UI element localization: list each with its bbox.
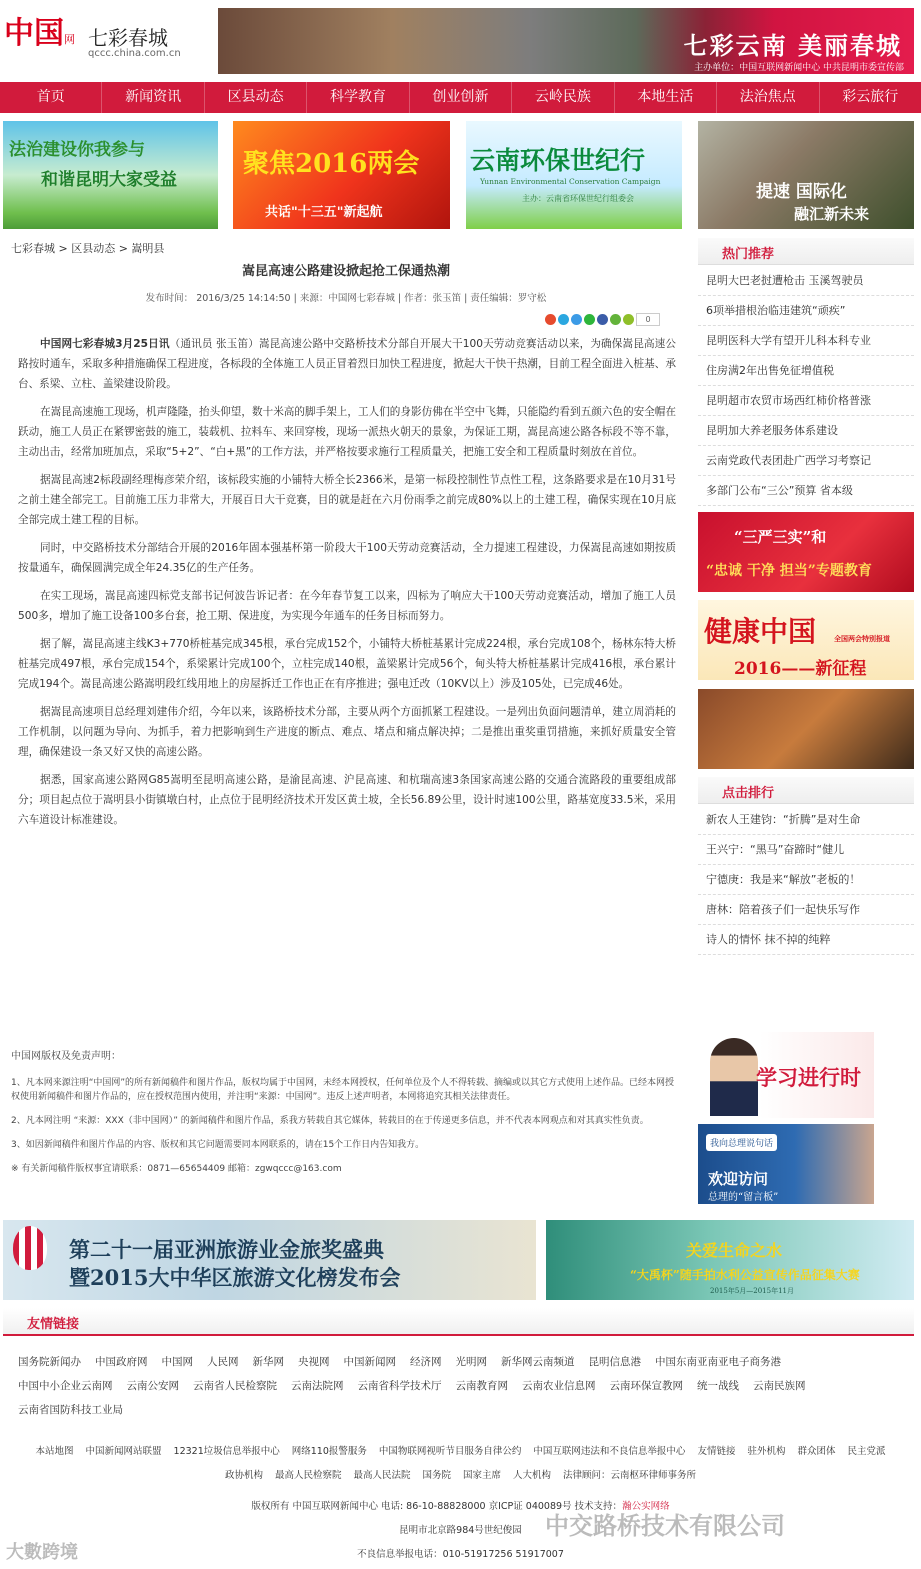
list-item[interactable]: 新农人王建钧：“折腾”是对生命 [698, 805, 914, 835]
article-paragraph: 在实工现场，嵩昆高速四标党支部书记何波告诉记者：在今年春节复工以来，四标为了响应大干100天劳动竞赛活动，增加了施工人员500多，增加了施工设备100多台套，抢工期、保进度，为实现今年通车的任务目标而努力。 [18, 590, 676, 622]
friend-link[interactable]: 新华网 [252, 1356, 284, 1368]
ad4-line1: 提速 国际化 [756, 182, 847, 202]
disclaimer-title: 中国网版权及免责声明： [11, 1051, 121, 1062]
article-paragraph: 在嵩昆高速施工现场，机声隆隆，抬头仰望，数十米高的脚手架上，工人们的身影仿佛在半空中飞舞，只能隐约看到五颜六色的安全帽在跃动，施工人员正在紧锣密鼓的施工，装载机、拉料车、来回穿梭，现场一派热火朝天的景象，为保证工期，嵩昆高速公路各标段不等不靠，主动出击，经常加班加点，采取“5+2”、“白+黑”的工作方法，并严格按要求施行工程质量关，把施工安全和工程质量时刻放在首位。 [18, 406, 676, 458]
friend-links [18, 1350, 898, 1422]
list-item[interactable]: 唐林：陪着孩子们一起快乐写作 [698, 895, 914, 925]
nav-item-startup[interactable]: 创业创新 [410, 82, 512, 113]
footer-links [0, 1440, 921, 1488]
premier-message-line2: 总理的“留言板” [708, 1192, 779, 1203]
site-name[interactable]: 七彩春城 [88, 26, 168, 50]
footer-link[interactable]: 中国互联网违法和不良信息举报中心 [533, 1446, 686, 1457]
copyright-disclaimer [11, 1050, 683, 1186]
friend-links-title: 友情链接 [27, 1317, 80, 1332]
nav-item-science[interactable]: 科学教育 [307, 82, 409, 113]
premier-message-tag: 我向总理说句话 [706, 1134, 777, 1151]
nav-item-travel[interactable]: 彩云旅行 [842, 89, 899, 105]
premier-message-banner[interactable] [698, 1124, 874, 1204]
footer-link[interactable]: 12321垃圾信息举报中心 [173, 1446, 280, 1457]
ad-banner-environment[interactable] [466, 121, 682, 229]
share-qzone-icon[interactable] [571, 314, 582, 325]
nav-item-ethnic[interactable]: 云岭民族 [512, 82, 614, 113]
friend-link[interactable]: 央视网 [298, 1356, 330, 1368]
footer-link[interactable]: 人大机构 [513, 1470, 552, 1481]
friend-link[interactable]: 昆明信息港 [588, 1356, 641, 1368]
ad4-line2: 融汇新未来 [794, 205, 870, 223]
friend-link[interactable]: 中国网 [161, 1356, 193, 1368]
footer-link[interactable]: 中国物联网视听节目服务自律公约 [378, 1446, 522, 1457]
article-paragraph: 据嵩昆高速2标段副经理梅彦荣介绍，该标段实施的小铺特大桥全长2366米，是第一标段控制性节点性工程，这条路要求是在10月31号之前土建全部完工。目前施工压力非常大，开展百日大干竞赛，目的就是赶在六月份雨季之前完成80%以上的土建工程，确保实现在10月底全部完成土建工程的目标。 [18, 474, 676, 526]
article-paragraph: 据悉，国家高速公路网G85嵩明至昆明高速公路，是渝昆高速、沪昆高速、和杭瑞高速3条国家高速公路的交通合流路段的重要组成部分；项目起点位于嵩明县小街镇墩白村，止点位于昆明经济技术开发区黄土坡，全长56.89公里，设计时速100公里，路基宽度33.5米，采用六车道设计标准建设。 [18, 774, 676, 826]
ad3-line3: 主办：云南省环保世纪行组委会 [522, 194, 634, 203]
footer-link[interactable]: 本站地图 [35, 1446, 74, 1457]
ad2-line1: 聚焦2016两会 [243, 149, 420, 179]
site-url: qccc.china.com.cn [88, 48, 181, 59]
list-item[interactable]: 王兴宁：“黑马”奋蹄时“健儿 [698, 835, 914, 865]
breadcrumb[interactable]: 七彩春城 > 区县动态 > 嵩明县 [11, 242, 165, 255]
ad-healthy-china[interactable] [698, 600, 914, 680]
study-promo-banner[interactable] [698, 1032, 874, 1118]
ad-tourism-line2: 暨2015大中华区旅游文化榜发布会 [69, 1265, 401, 1290]
premier-message-line1: 欢迎访问 [708, 1170, 769, 1188]
study-promo-title: 学习进行时 [756, 1065, 861, 1090]
nav-item-local[interactable]: 本地生活 [615, 82, 717, 113]
friend-link[interactable]: 经济网 [410, 1356, 442, 1368]
header-banner [218, 8, 914, 74]
footer-link[interactable]: 最高人民检察院 [274, 1470, 342, 1481]
article-paragraph: 据了解，嵩昆高速主线K3+770桥桩基完成345根，承台完成152个，小铺特大桥桩基累计完成224根，承台完成108个，杨林东特大桥桩基完成497根，承台完成154个，系梁累计完成100个，立柱完成140根，盖梁累计完成56个，甸头特大桥桩基累计完成416根，承台累计完成194个。嵩昆高速公路嵩明段红线用地上的房屋拆迁工作也正在有序推进；强电迁改（10KV以上）涉及105处，已完成46处。 [18, 638, 676, 690]
ad1-line2: 和谐昆明大家受益 [41, 170, 177, 190]
friend-link[interactable]: 中国东南亚南亚电子商务港 [655, 1356, 781, 1368]
friend-link[interactable]: 云南农业信息网 [522, 1380, 596, 1392]
list-item[interactable]: 昆明超市农贸市场西红柿价格普涨 [698, 386, 914, 416]
list-item[interactable]: 云南党政代表团赴广西学习考察记 [698, 446, 914, 476]
list-item[interactable]: 住房满2年出售免征增值税 [698, 356, 914, 386]
list-item[interactable]: 宁德庚：我是来“解放”老板的！ [698, 865, 914, 895]
china-com-cn-logo[interactable] [4, 14, 80, 54]
click-ranking-header [698, 777, 914, 804]
main-nav [0, 82, 921, 113]
ad-water-line3: 2015年5月—2015年11月 [710, 1287, 794, 1295]
share-count: 0 [636, 313, 660, 326]
article-title: 嵩昆高速公路建设掀起抢工保通热潮 [241, 264, 450, 279]
friend-link[interactable]: 云南省人民检察院 [193, 1380, 277, 1392]
list-item[interactable]: 昆明大巴老挝遭枪击 玉溪驾驶员 [698, 266, 914, 296]
friend-link[interactable]: 国务院新闻办 [18, 1356, 81, 1368]
friend-link[interactable]: 云南公安网 [126, 1380, 179, 1392]
click-ranking-title: 点击排行 [722, 786, 775, 801]
ad3-line2: Yunnan Environmental Conservation Campaign [480, 177, 661, 186]
footer-link[interactable]: 国务院 [422, 1470, 451, 1481]
banner-sponsor: 主办单位：中国互联网新闻中心 中共昆明市委宣传部 [694, 63, 904, 73]
ad3-line1: 云南环保世纪行 [470, 146, 646, 175]
ad-healthy-china-tag: 全国两会特别报道 [834, 634, 890, 643]
list-item[interactable]: 昆明医科大学有望开儿科本科专业 [698, 326, 914, 356]
ad1-line1: 法治建设你我参与 [9, 140, 145, 160]
disclaimer-item: 3、如因新闻稿件和图片作品的内容、版权和其它问题需要同本网联系的，请在15个工作日内告知我方。 [11, 1140, 425, 1150]
nav-item-county[interactable]: 区县动态 [205, 82, 307, 113]
watermark-right: 中交路桥技术有限公司 [545, 1512, 785, 1540]
logo-suffix: 网 [64, 33, 75, 46]
friend-link[interactable]: 人民网 [207, 1356, 239, 1368]
list-item[interactable]: 昆明加大养老服务体系建设 [698, 416, 914, 446]
footer-link[interactable]: 最高人民法院 [353, 1470, 411, 1481]
footer-link[interactable]: 政协机构 [224, 1470, 263, 1481]
footer-link[interactable]: 网络110报警服务 [291, 1446, 367, 1457]
article-paragraph: 中国网七彩春城3月25日讯（通讯员 张玉笛）嵩昆高速公路中交路桥技术分部自开展大干100天劳动竞赛活动以来，为确保嵩昆高速公路按时通车，采取多种措施确保工程进度，各标段的全体施工人员正冒着烈日加快工程进度，掀起大干快干热潮，目前工程全面进入桩基、承台、系梁、立柱、盖梁建设阶段。 [18, 338, 676, 390]
friend-link[interactable]: 中国政府网 [95, 1356, 148, 1368]
ad-healthy-china-line1: 健康中国 [704, 615, 817, 648]
ad-water-line1: 关爱生命之水 [686, 1241, 783, 1260]
portrait-avatar [710, 1038, 758, 1116]
article-dateline: 中国网七彩春城3月25日讯 [40, 338, 170, 350]
ad-three-stricts-line1: “三严三实”和 [734, 528, 827, 546]
friend-link[interactable]: 云南法院网 [291, 1380, 344, 1392]
ad2-line2: 共话"十三五"新起航 [265, 205, 383, 220]
banner-slogan: 七彩云南 美丽春城 [683, 31, 902, 60]
friend-links-header [3, 1308, 914, 1336]
hot-recommend-header [698, 238, 914, 265]
share-more-icon[interactable] [623, 314, 634, 325]
footer-link[interactable]: 群众团体 [797, 1446, 836, 1457]
friend-link[interactable]: 云南民族网 [753, 1380, 806, 1392]
footer-link[interactable]: 民主党派 [847, 1446, 886, 1457]
friend-link[interactable]: 光明网 [455, 1356, 487, 1368]
list-item[interactable]: 诗人的情怀 抹不掉的纯粹 [698, 925, 914, 955]
friend-link[interactable]: 云南教育网 [455, 1380, 508, 1392]
article-body [18, 334, 676, 838]
footer-link[interactable]: 中国新闻网站联盟 [85, 1446, 162, 1457]
share-douban-icon[interactable] [610, 314, 621, 325]
friend-link[interactable]: 统一战线 [697, 1380, 739, 1392]
friend-link[interactable]: 云南省国防科技工业局 [18, 1404, 123, 1416]
disclaimer-item: 2、凡本网注明 “来源：XXX（非中国网）” 的新闻稿件和图片作品，系我方转载自其它媒体，转载目的在于传递更多信息，并不代表本网观点和对其真实性负责。 [11, 1116, 649, 1126]
watermark-left: 大數跨境 [6, 1542, 78, 1563]
ad-three-stricts-line2: “忠诚 干净 担当”专题教育 [706, 563, 872, 579]
ad-tourism-line1: 第二十一届亚洲旅游业金旅奖盛典 [69, 1237, 384, 1262]
share-weibo-icon[interactable] [545, 314, 556, 325]
friend-link[interactable]: 中国中小企业云南网 [18, 1380, 113, 1392]
friend-link[interactable]: 中国新闻网 [343, 1356, 396, 1368]
friend-link[interactable]: 新华网云南频道 [501, 1356, 575, 1368]
friend-link[interactable]: 云南环保宣教网 [609, 1380, 683, 1392]
footer-links-row [0, 1440, 921, 1464]
footer-link[interactable]: 驻外机构 [747, 1446, 786, 1457]
disclaimer-contact: ※ 有关新闻稿件版权事宜请联系：0871—65654409 邮箱：zgwqccc@163.com [11, 1164, 342, 1174]
share-renren-icon[interactable] [597, 314, 608, 325]
report-phone-line: 不良信息举报电话：010-51917256 51917007 [357, 1549, 564, 1560]
copyright-line: 版权所有 中国互联网新闻中心 电话: 86-10-88828000 京ICP证 040089号 技术支持：瀚公实网络 [251, 1501, 670, 1512]
balloon-icon [13, 1226, 47, 1270]
ad-water-line2: “大禹杯”随手拍水利公益宣传作品征集大赛 [630, 1268, 860, 1282]
disclaimer-item: 1、凡本网来源注明“中国网”的所有新闻稿件和图片作品，版权均属于中国网，未经本网授权，任何单位及个人不得转载、摘编或以其它方式使用上述作品。已经本网授权使用新闻稿件和图片作品的，应在授权范围内使用，并注明“来源：中国网”。违反上述声明者，本网将追究其相关法律责任。 [11, 1078, 675, 1102]
friend-link[interactable]: 云南省科学技术厅 [357, 1380, 442, 1392]
share-qq-icon[interactable] [558, 314, 569, 325]
ad-healthy-china-line2: 2016——新征程 [734, 659, 867, 679]
ad-banner-international[interactable] [698, 121, 914, 229]
hot-recommend-list [698, 266, 914, 506]
list-item[interactable]: 多部门公布“三公”预算 省本级 [698, 476, 914, 506]
article-paragraph: 据嵩昆高速项目总经理刘建伟介绍，今年以来，该路桥技术分部，主要从两个方面抓紧工程建设。一是列出负面问题清单，建立周消耗的工作机制，以问题为导向、为抓手，着力把影响到生产进度的断点、难点、堵点和痛点解决掉；二是推出重奖重罚措施，来抓好质量安全管理，确保建设一条又好又快的高速公路。 [18, 706, 676, 758]
share-toolbar [545, 312, 685, 326]
logo-main: 中国 [4, 16, 64, 51]
ad-water-campaign[interactable] [546, 1220, 914, 1300]
footer-link[interactable]: 国家主席 [463, 1470, 502, 1481]
footer-links-row [0, 1464, 921, 1488]
nav-item-home[interactable]: 首页 [0, 82, 102, 113]
article-meta: 发布时间： 2016/3/25 14:14:50 | 来源：中国网七彩春城 | 作者：张玉笛 | 责任编辑：罗守松 [145, 293, 547, 304]
footer-link[interactable]: 友情链接 [697, 1446, 736, 1457]
click-ranking-list [698, 805, 914, 955]
tech-support-link[interactable]: 瀚公实网络 [622, 1501, 670, 1512]
ad-banner-two-sessions[interactable] [233, 121, 450, 229]
article-paragraph: 同时，中交路桥技术分部结合开展的2016年固本强基杯第一阶段大干100天劳动竞赛活动，全力提速工程建设，力保嵩昆高速如期按质按量通车，确保圆满完成全年24.35亿的生产任务。 [18, 542, 676, 574]
ad-puer-tea[interactable] [698, 689, 914, 769]
list-item[interactable]: 6项举措根治临违建筑“顽疾” [698, 296, 914, 326]
nav-item-law[interactable]: 法治焦点 [717, 82, 819, 113]
share-wechat-icon[interactable] [584, 314, 595, 325]
footer-link[interactable]: 法律顾问：云南枢环律师事务所 [563, 1470, 697, 1481]
hot-recommend-title: 热门推荐 [722, 247, 775, 262]
ad-tourism-awards[interactable] [3, 1220, 536, 1300]
nav-item-news[interactable]: 新闻资讯 [102, 82, 204, 113]
ad-banner-law[interactable] [3, 121, 218, 229]
ad-three-stricts[interactable] [698, 512, 914, 592]
address-line: 昆明市北京路984号世纪俊园 [399, 1525, 522, 1536]
